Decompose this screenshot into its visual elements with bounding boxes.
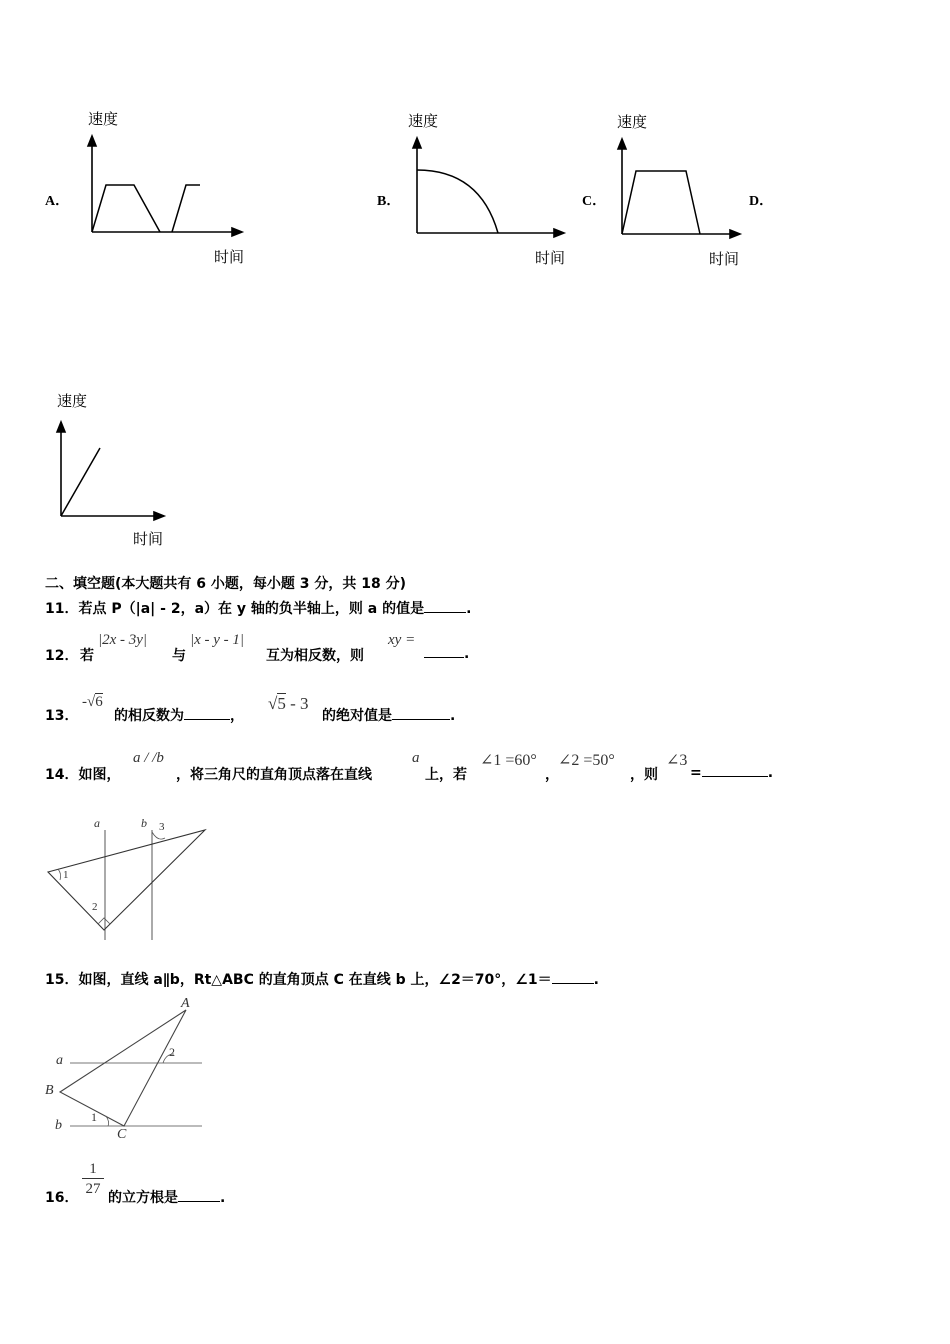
graph-d-y-label: 速度: [57, 392, 88, 410]
section-title: 二、填空题(本大题共有 6 小题，每小题 3 分，共 18 分): [45, 576, 407, 592]
q15-label-A: A: [181, 996, 190, 1011]
graph-a-y-label: 速度: [88, 110, 119, 128]
q14-label-b: b: [141, 816, 147, 830]
q16-text-line: [108, 1187, 225, 1207]
q16-fraction: [82, 1160, 104, 1199]
q11-number: 11．: [45, 601, 79, 617]
q14-angle2: ∠2 =50°: [558, 752, 615, 769]
q16-answer-blank[interactable]: [178, 1189, 220, 1202]
q13-sign: -: [82, 694, 87, 710]
q13-sqrt-symbol-2: √: [268, 694, 278, 713]
q15-label-C: C: [117, 1127, 127, 1142]
q12-expr2: |x - y - 1|: [190, 632, 245, 648]
q15-label-1: 1: [91, 1110, 97, 1124]
q15-number: 15．: [45, 972, 79, 988]
graph-c-x-label: 时间: [709, 250, 740, 268]
question-16-number: 16．: [45, 1190, 79, 1206]
q14-angle3: ∠3: [666, 752, 688, 769]
q14-num: 14．: [45, 767, 79, 783]
graph-b-x-label: 时间: [535, 249, 566, 267]
q15-label-a: a: [56, 1053, 63, 1068]
q14-label-a: a: [94, 816, 100, 830]
graph-c-y-label: 速度: [617, 113, 648, 131]
q15-label-B: B: [45, 1083, 54, 1098]
q14-pre: 如图，: [78, 767, 121, 783]
q14-eq: =: [690, 765, 702, 781]
q15-label-b: b: [55, 1118, 62, 1133]
q14-angle1: ∠1 =60°: [480, 752, 537, 769]
q15-label-2: 2: [169, 1045, 175, 1059]
graph-b-y-label: 速度: [408, 112, 439, 130]
question-12-number: 12．: [45, 648, 79, 664]
option-c-label: C．: [582, 194, 607, 209]
option-b-label: B．: [377, 194, 401, 209]
q16-text: 的立方根是: [108, 1190, 178, 1206]
q13-sqrt-symbol: √: [87, 694, 96, 710]
q13-radicand2: 5: [277, 694, 286, 713]
q16-frac-denominator: 27: [82, 1178, 104, 1199]
q14-end: .: [767, 765, 774, 781]
q13-comma: ，: [230, 708, 244, 724]
q14-label-2: 2: [92, 901, 98, 913]
q13-end: .: [450, 708, 456, 724]
q12-post: 互为相反数，则: [266, 648, 364, 664]
q14-label-3: 3: [159, 821, 165, 833]
q16-end: .: [220, 1190, 226, 1206]
q14-comma: ，: [545, 767, 559, 783]
q14-expr2: a: [412, 750, 420, 766]
question-12-pre: 若: [80, 648, 94, 664]
q12-expr1: |2x - 3y|: [98, 632, 148, 648]
q12-mid: 与: [172, 648, 186, 664]
q15-end: .: [593, 972, 599, 988]
q15-text: 如图，直线 a∥b，Rt△ABC 的直角顶点 C 在直线 b 上，∠2＝70°，∠1＝: [78, 972, 552, 988]
graph-d-x-label: 时间: [133, 530, 164, 548]
q13-tail: - 3: [290, 694, 309, 713]
option-d-label: D．: [749, 194, 774, 209]
q14-text3: ，则: [630, 767, 658, 783]
q15-triangle: [60, 1010, 186, 1126]
q11-end: .: [466, 601, 472, 617]
q13-radicand1: 6: [95, 694, 103, 710]
q14-expr1: a / /b: [133, 750, 164, 766]
q14-text2: 上，若: [425, 767, 467, 783]
question-13-number: 13．: [45, 708, 79, 724]
q12-end: .: [464, 646, 470, 662]
option-a-label: A．: [45, 194, 70, 209]
q16-frac-numerator: 1: [89, 1161, 97, 1177]
q14-label-1: 1: [63, 869, 69, 881]
q11-text: 若点 P（|a| - 2，a）在 y 轴的负半轴上，则 a 的值是: [78, 601, 425, 617]
graph-a-x-label: 时间: [214, 248, 245, 266]
q12-expr3: xy =: [388, 632, 416, 648]
q13-text1-label: 的相反数为: [114, 708, 184, 724]
q14-text1: ，将三角尺的直角顶点落在直线: [176, 767, 372, 783]
q13-text2-label: 的绝对值是: [322, 708, 392, 724]
